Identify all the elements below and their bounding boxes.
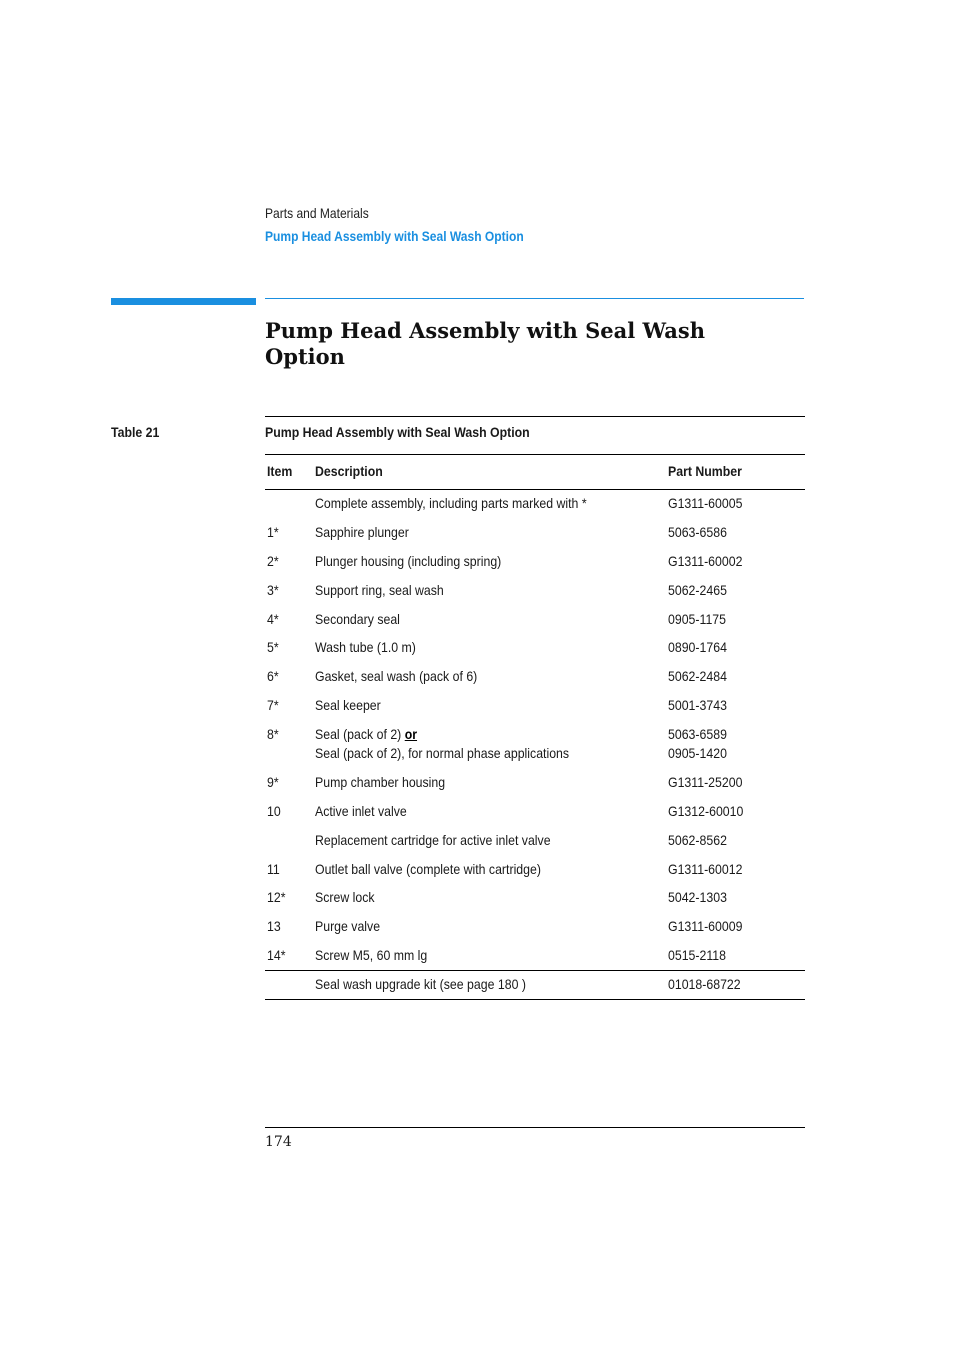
row-part-number-alt: 0905-1420 — [668, 745, 727, 761]
row-part-number: 5063-6589 — [668, 726, 727, 742]
row-part-number: G1311-60012 — [668, 861, 743, 877]
row-description: Screw lock — [315, 889, 375, 905]
row-part-number: 5063-6586 — [668, 524, 727, 540]
row-description-alt: Seal (pack of 2), for normal phase applications — [315, 745, 570, 761]
row-description: Purge valve — [315, 918, 381, 934]
row-item: 2* — [267, 553, 279, 569]
page-number: 174 — [265, 1134, 292, 1150]
row-description: Seal keeper — [315, 697, 381, 713]
table-label: Table 21 — [111, 424, 160, 440]
row-description: Replacement cartridge for active inlet valve — [315, 832, 551, 848]
section-accent-bar — [111, 298, 256, 305]
column-header-description: Description — [315, 463, 383, 479]
column-header-part-number: Part Number — [668, 463, 742, 479]
row-description — [315, 725, 417, 744]
row-part-number: G1311-25200 — [668, 774, 743, 790]
row-item: 5* — [267, 639, 279, 655]
table-header-rule — [265, 489, 805, 490]
table-caption-rule — [265, 454, 805, 455]
row-part-number: 5062-8562 — [668, 832, 727, 848]
table-footer-rule — [265, 970, 805, 971]
row-description-text: Seal (pack of 2) — [315, 726, 402, 742]
table-top-rule — [265, 416, 805, 417]
row-part-number: 0515-2118 — [668, 947, 727, 963]
running-header-section: Parts and Materials — [265, 205, 369, 221]
page-footer-rule — [265, 1127, 805, 1128]
row-item: 10 — [267, 803, 281, 819]
row-part-number: 5001-3743 — [668, 697, 727, 713]
row-part-number: G1311-60005 — [668, 495, 743, 511]
row-part-number: 0890-1764 — [668, 639, 727, 655]
row-item: 13 — [267, 918, 281, 934]
row-description: Sapphire plunger — [315, 524, 409, 540]
row-item: 3* — [267, 582, 279, 598]
row-description: Support ring, seal wash — [315, 582, 444, 598]
row-part-number: 5062-2484 — [668, 668, 727, 684]
running-header-topic: Pump Head Assembly with Seal Wash Option — [265, 228, 524, 244]
section-accent-line — [265, 298, 804, 299]
row-item: 7* — [267, 697, 279, 713]
page-title: Pump Head Assembly with Seal Wash Option — [265, 318, 705, 369]
table-bottom-rule — [265, 999, 805, 1000]
row-item: 11 — [267, 861, 280, 877]
row-part-number: 0905-1175 — [668, 611, 727, 627]
table-caption: Pump Head Assembly with Seal Wash Option — [265, 424, 530, 440]
or-link[interactable]: or — [404, 726, 418, 742]
row-item: 12* — [267, 889, 286, 905]
row-description: Secondary seal — [315, 611, 400, 627]
row-part-number: G1311-60002 — [668, 553, 743, 569]
row-part-number: 5042-1303 — [668, 889, 727, 905]
row-description: Plunger housing (including spring) — [315, 553, 502, 569]
row-description: Pump chamber housing — [315, 774, 446, 790]
row-description: Seal wash upgrade kit (see page 180 ) — [315, 976, 526, 992]
row-item: 4* — [267, 611, 279, 627]
row-description: Complete assembly, including parts marked with * — [315, 495, 587, 511]
row-item: 8* — [267, 726, 279, 742]
row-part-number: 5062-2465 — [668, 582, 727, 598]
row-description: Wash tube (1.0 m) — [315, 639, 416, 655]
row-description: Outlet ball valve (complete with cartridge) — [315, 861, 541, 877]
column-header-item: Item — [267, 463, 293, 479]
row-description: Screw M5, 60 mm lg — [315, 947, 428, 963]
row-part-number: G1312-60010 — [668, 803, 744, 819]
row-part-number: G1311-60009 — [668, 918, 743, 934]
row-part-number: 01018-68722 — [668, 976, 741, 992]
row-item: 14* — [267, 947, 286, 963]
row-description: Active inlet valve — [315, 803, 407, 819]
row-item: 9* — [267, 774, 279, 790]
row-item: 1* — [267, 524, 279, 540]
row-item: 6* — [267, 668, 279, 684]
row-description: Gasket, seal wash (pack of 6) — [315, 668, 478, 684]
